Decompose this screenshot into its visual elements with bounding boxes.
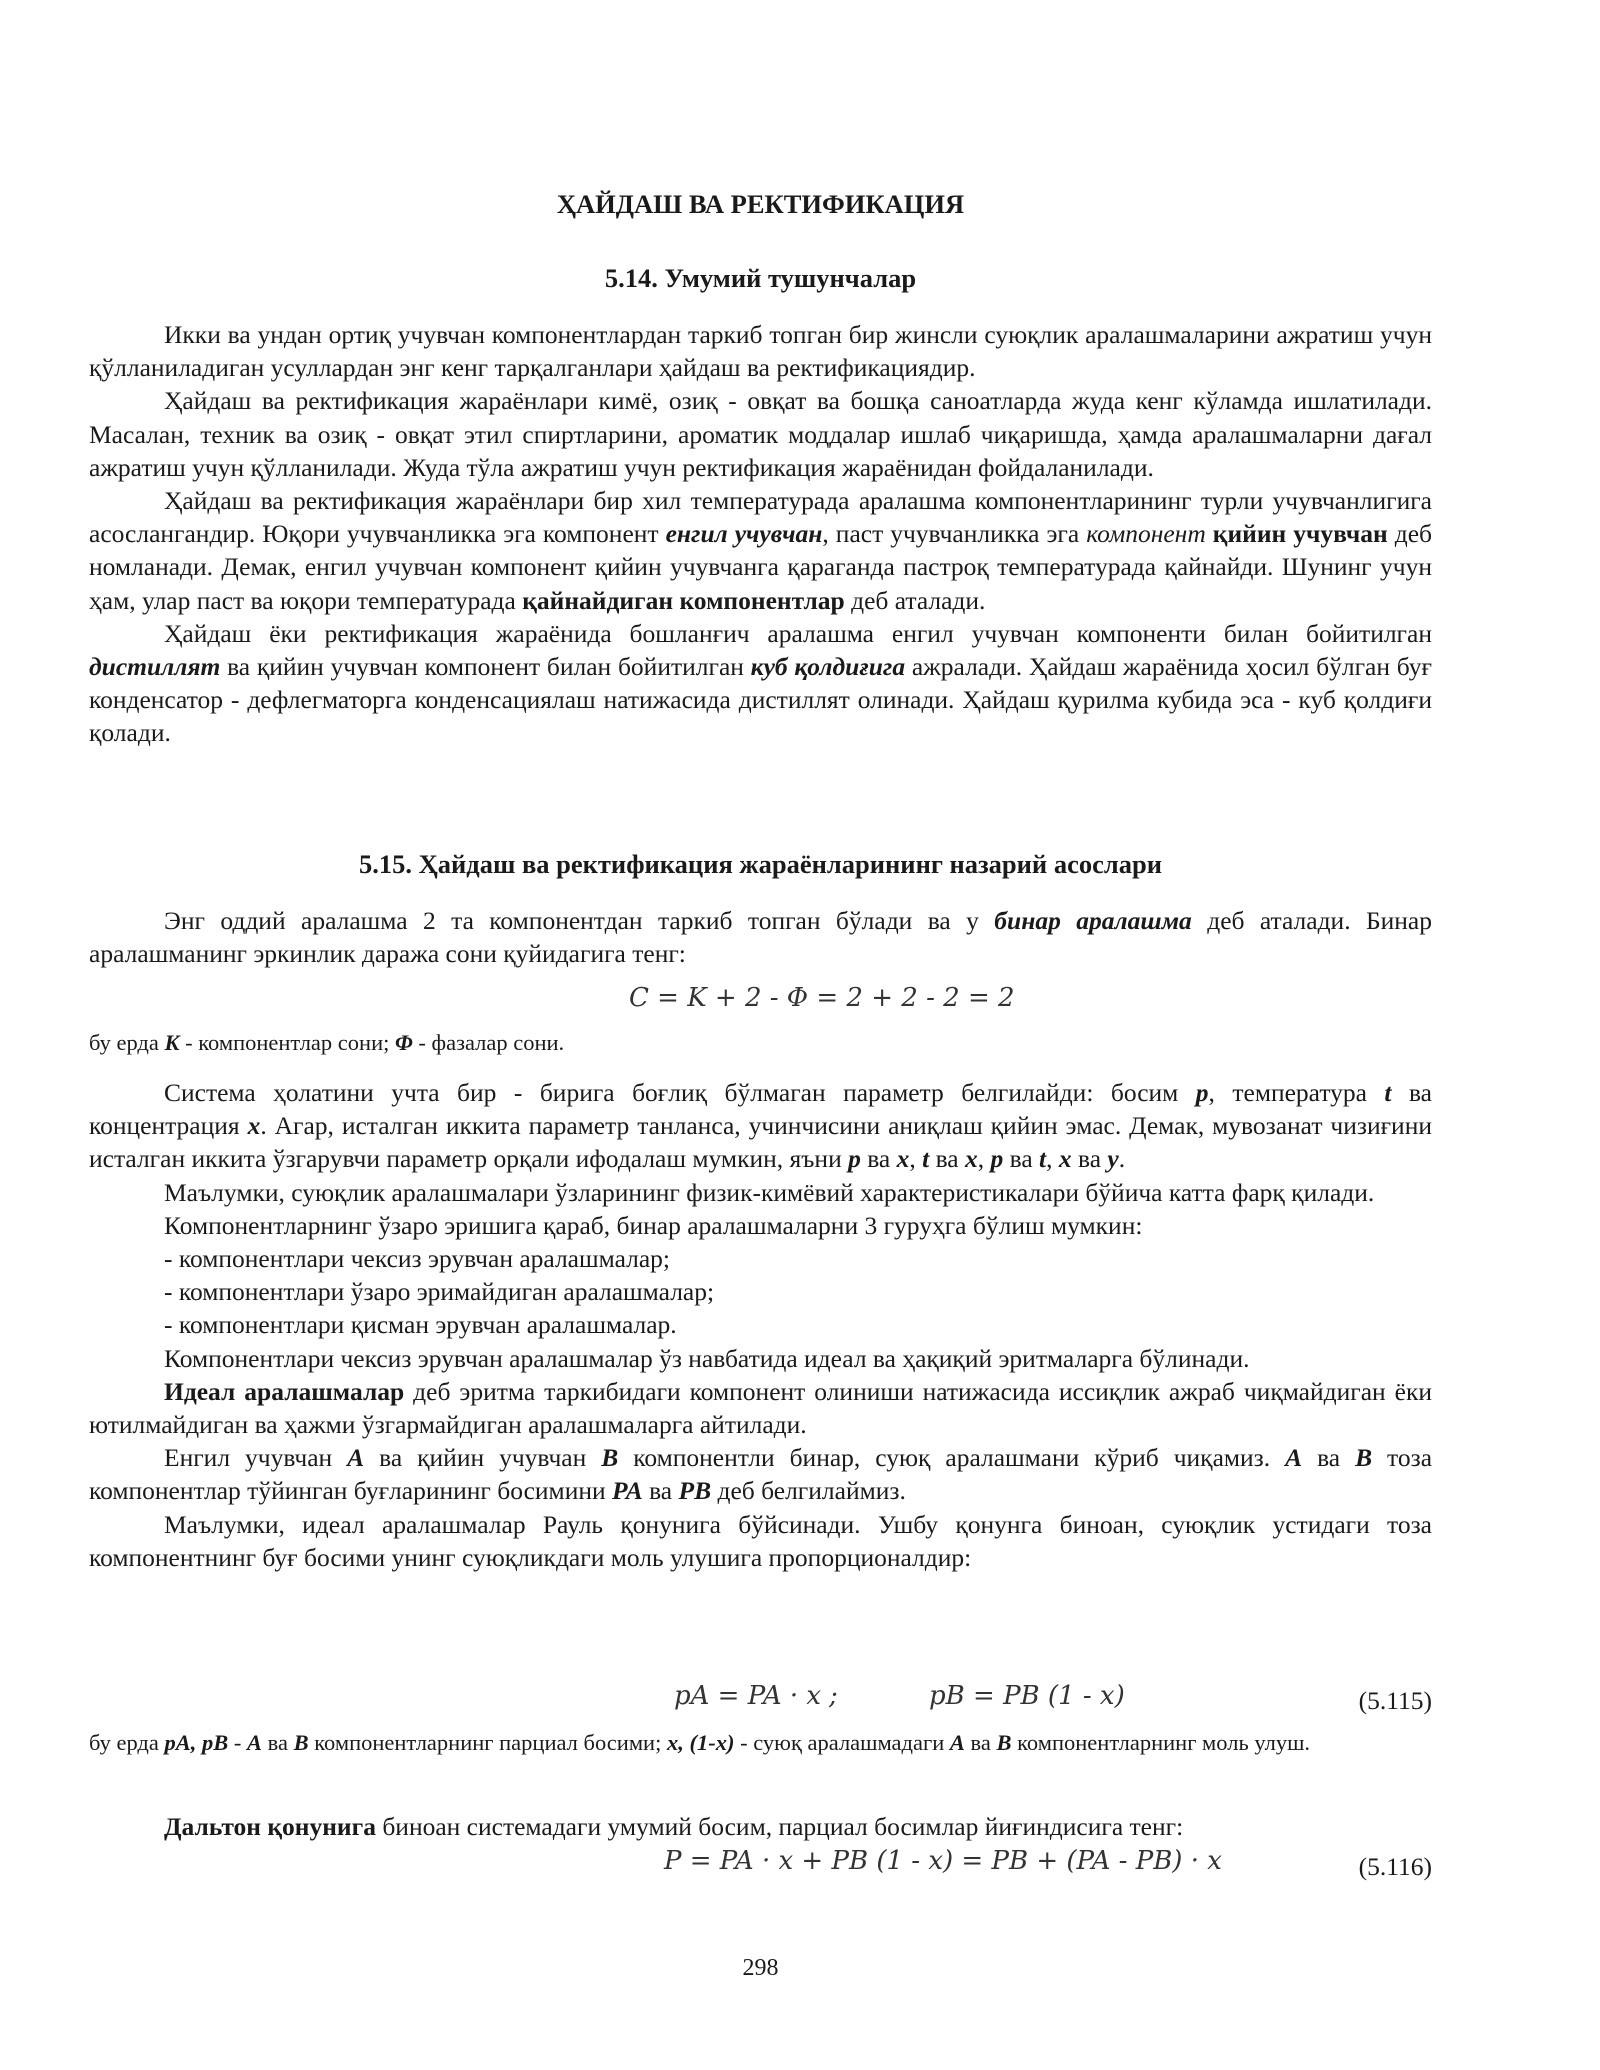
equation-number-5-115: (5.115) xyxy=(1358,1686,1432,1715)
formula-degrees-of-freedom: C = K + 2 - Φ = 2 + 2 - 2 = 2 xyxy=(629,983,1015,1013)
section-heading-5-15: 5.15. Ҳайдаш ва ректификация жараёнларининг назарий асослари xyxy=(359,849,1162,879)
formula-raoult-b: pB = PB (1 - x) xyxy=(929,1681,1125,1711)
term-boiling-components: қайнайдиган компонентлар xyxy=(522,585,845,615)
term-ideal-mixtures: Идеал аралашмалар xyxy=(164,1376,405,1406)
paragraph: Энг оддий аралашма 2 та компонентдан таркиб топган бўлади ва у бинар аралашма деб аталади. Бинар аралашманинг эркинлик даража сони қуйидагига тенг: xyxy=(89,906,1432,969)
paragraph: Енгил учувчан A ва қийин учувчан B компонентли бинар, суюқ аралашмани кўриб чиқамиз. A ва B тоза компонентлар тўйинган буғларининг босимини PA ва PB деб белгилаймиз. xyxy=(89,1443,1433,1506)
paragraph: Маълумки, суюқлик аралашмалари ўзларининг физик-кимёвий характеристикалари бўйича катта фарқ қилади. xyxy=(164,1177,1375,1207)
paragraph: Идеал аралашмалар деб эритма таркибидаги компонент олиниши натижасида иссиқлик ажраб чиқмайдиган ёки ютилмайдиган ва ҳажми ўзгармайдиган аралашмаларга айтилади. xyxy=(89,1376,1432,1440)
paragraph: Ҳайдаш ва ректификация жараёнлари кимё, озиқ - овқат ва бошқа саноатларда жуда кенг кўламда ишлатилади. Масалан, техник ва озиқ - овқат этил спиртларини, ароматик моддалар ишлаб чиқаришда, ҳамда аралашмаларни дағал ажратиш учун қўлланилади. Жуда тўла ажратиш учун ректификация жараёнидан фойдаланилади. xyxy=(89,386,1432,482)
term-binary-mixture: бинар аралашма xyxy=(994,906,1192,935)
paragraph: Икки ва ундан ортиқ учувчан компонентлардан таркиб топган бир жинсли суюқлик аралашмаларини ажратиш учун қўлланиладиган усуллардан энг кенг тарқалганлари ҳайдаш ва ректификациядир. xyxy=(89,320,1432,383)
section-heading-5-14: 5.14. Умумий тушунчалар xyxy=(604,263,917,293)
where-clause-2: бу ерда pA, pB - A ва B компонентларнинг парциал босими; x, (1-x) - суюқ аралашмадаги A ва B компонентларнинг моль улуш. xyxy=(89,1730,1311,1755)
dalton-paragraph: Дальтон қонунига биноан системадаги умумий босим, парциал босимлар йиғиндисига тенг: xyxy=(164,1812,1184,1841)
term-light-volatile: енгил учувчан xyxy=(665,519,823,549)
term-dalton-law: Дальтон қонунига xyxy=(164,1812,376,1841)
paragraph: Компонентлари чексиз эрувчан аралашмалар ўз навбатида идеал ва ҳақиқий эритмаларга бўлинади. xyxy=(164,1343,1250,1373)
section-5-14-body xyxy=(89,318,1432,750)
paragraph: Ҳайдаш ва ректификация жараёнлари бир хил температурада аралашма компонентларининг турли учувчанлигига асослангандир. Юқори учувчанликка эга компонент енгил учувчан, паст учувчанликка эга компонент қийин учувчан деб номланади. Демак, енгил учувчан компонент қийин учувчанга қараганда пастроқ температурада қайнайди. Шунинг учун ҳам, улар паст ва юқори температурада қайнайдиган компонентлар деб аталади. xyxy=(89,486,1432,615)
where-clause-1: бу ерда K - компонентлар сони; Φ - фазалар сони. xyxy=(89,1030,565,1055)
section-5-15-body xyxy=(89,1076,1432,1574)
document-title: ҲАЙДАШ ВА РЕКТИФИКАЦИЯ xyxy=(556,189,965,219)
term-heavy-volatile: қийин учувчан xyxy=(1212,519,1388,549)
formula-separator: ; xyxy=(829,1681,838,1711)
page-number: 298 xyxy=(742,1955,779,1981)
section-5-15-intro xyxy=(89,904,1432,970)
paragraph: Компонентларнинг ўзаро эришига қараб, бинар аралашмаларни 3 гуруҳга бўлиш мумкин: xyxy=(164,1210,1143,1240)
paragraph: Маълумки, идеал аралашмалар Рауль қонунига бўйсинади. Ушбу қонунга биноан, суюқлик устидаги тоза компонентнинг буғ босими унинг суюқликдаги моль улушига пропорционалдир: xyxy=(89,1509,1432,1572)
formula-dalton: P = PA · x + PB (1 - x) = PB + (PA - PB) · x xyxy=(664,1846,1222,1876)
list-item: - компонентлари чексиз эрувчан аралашмалар; xyxy=(164,1244,671,1274)
paragraph: Система ҳолатини учта бир - бирига боғлиқ бўлмаган параметр белгилайди: босим p, температура t ва концентрация x. Агар, исталган иккита параметр танланса, учинчисини аниқлаш қийин эмас. Демак, мувозанат чизиғини исталган иккита ўзгарувчи параметр орқали ифодалаш мумкин, яъни p ва x, t ва x, p ва t, x ва y. xyxy=(89,1078,1432,1174)
list-item: - компонентлари қисман эрувчан аралашмалар. xyxy=(164,1310,677,1340)
formula-raoult-a: pA = PA · x xyxy=(674,1681,822,1711)
term-bottoms: куб қолдиғига xyxy=(750,652,906,682)
term-distillate: дистиллят xyxy=(89,652,221,682)
paragraph: Ҳайдаш ёки ректификация жараёнида бошланғич аралашма енгил учувчан компоненти билан бойитилган дистиллят ва қийин учувчан компонент билан бойитилган куб қолдиғига ажралади. Ҳайдаш жараёнида ҳосил бўлган буғ конденсатор - дефлегматорга конденсациялаш натижасида дистиллят олинади. Ҳайдаш қурилма кубида эса - куб қолдиғи қолади. xyxy=(89,618,1432,748)
equation-number-5-116: (5.116) xyxy=(1358,1852,1432,1881)
list-item: - компонентлари ўзаро эримайдиган аралашмалар; xyxy=(164,1277,715,1307)
